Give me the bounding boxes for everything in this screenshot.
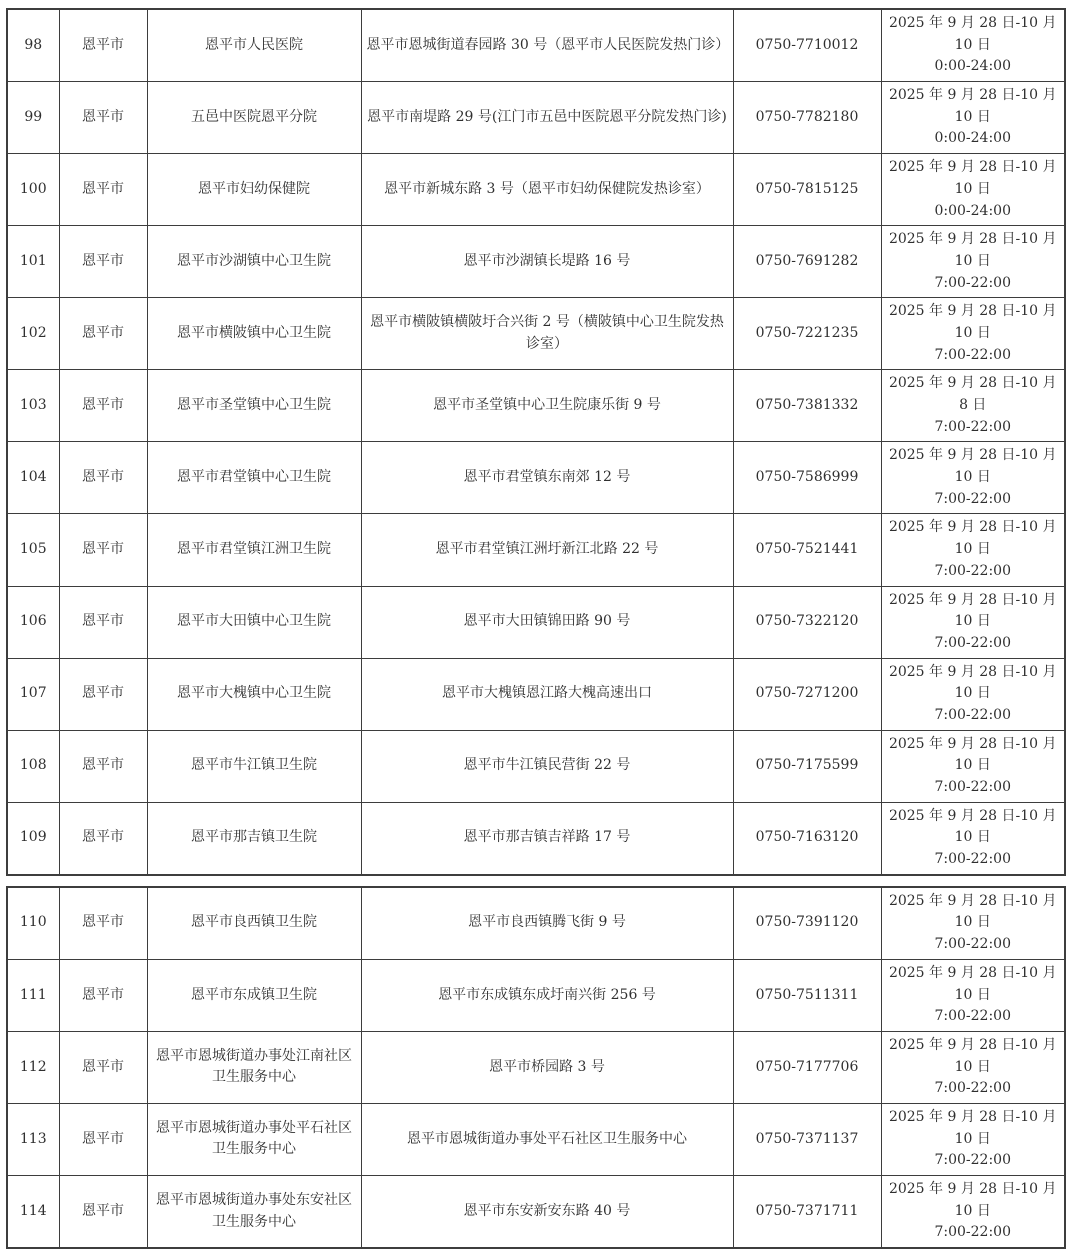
schedule-cell [881, 658, 1065, 730]
row-index-cell: 105 [7, 514, 59, 586]
table-row [7, 802, 1065, 875]
date-range: 2025 年 9 月 28 日-10 月 10 日 [888, 1036, 1057, 1075]
facility-name-cell: 恩平市恩城街道办事处平石社区卫生服务中心 [147, 1103, 361, 1175]
phone-cell: 0750-7691282 [733, 226, 881, 298]
facility-name-cell: 恩平市牛江镇卫生院 [147, 730, 361, 802]
service-hours: 7:00-22:00 [934, 274, 1011, 291]
city-cell: 恩平市 [59, 1031, 147, 1103]
city-cell: 恩平市 [59, 887, 147, 960]
date-range: 2025 年 9 月 28 日-10 月 10 日 [888, 1108, 1057, 1147]
row-index-cell: 111 [7, 959, 59, 1031]
address-cell: 恩平市君堂镇江洲圩新江北路 22 号 [361, 514, 733, 586]
table-row [7, 959, 1065, 1031]
city-cell: 恩平市 [59, 154, 147, 226]
address-cell: 恩平市南堤路 29 号(江门市五邑中医院恩平分院发热门诊) [361, 82, 733, 154]
city-cell: 恩平市 [59, 586, 147, 658]
table-row [7, 154, 1065, 226]
city-cell: 恩平市 [59, 730, 147, 802]
date-range: 2025 年 9 月 28 日-10 月 10 日 [888, 87, 1057, 125]
date-range: 2025 年 9 月 28 日-10 月 10 日 [888, 892, 1057, 931]
date-range: 2025 年 9 月 28 日-10 月 10 日 [888, 964, 1057, 1003]
city-cell: 恩平市 [59, 298, 147, 370]
address-cell: 恩平市圣堂镇中心卫生院康乐街 9 号 [361, 370, 733, 442]
facility-name-cell: 恩平市良西镇卫生院 [147, 887, 361, 960]
service-hours: 7:00-22:00 [934, 1152, 1011, 1169]
row-index-cell: 112 [7, 1031, 59, 1103]
table-row [7, 442, 1065, 514]
facility-name-cell: 恩平市君堂镇中心卫生院 [147, 442, 361, 514]
row-index-cell: 98 [7, 9, 59, 82]
table-row [7, 226, 1065, 298]
schedule-cell [881, 154, 1065, 226]
service-hours: 7:00-22:00 [934, 418, 1011, 435]
city-cell: 恩平市 [59, 442, 147, 514]
fever-clinic-table-section-1 [6, 8, 1066, 876]
schedule-cell [881, 82, 1065, 154]
city-cell: 恩平市 [59, 514, 147, 586]
table-row [7, 9, 1065, 82]
city-cell: 恩平市 [59, 959, 147, 1031]
service-hours: 0:00-24:00 [934, 130, 1011, 147]
phone-cell: 0750-7322120 [733, 586, 881, 658]
row-index-cell: 107 [7, 658, 59, 730]
table-row [7, 82, 1065, 154]
address-cell: 恩平市良西镇腾飞街 9 号 [361, 887, 733, 960]
facility-name-cell: 五邑中医院恩平分院 [147, 82, 361, 154]
facility-name-cell: 恩平市横陂镇中心卫生院 [147, 298, 361, 370]
facility-name-cell: 恩平市那吉镇卫生院 [147, 802, 361, 875]
phone-cell: 0750-7586999 [733, 442, 881, 514]
schedule-cell [881, 802, 1065, 875]
address-cell: 恩平市大田镇锦田路 90 号 [361, 586, 733, 658]
row-index-cell: 104 [7, 442, 59, 514]
table-row [7, 1176, 1065, 1249]
row-index-cell: 109 [7, 802, 59, 875]
service-hours: 7:00-22:00 [934, 1080, 1011, 1097]
facility-name-cell: 恩平市人民医院 [147, 9, 361, 82]
date-range: 2025 年 9 月 28 日-10 月 10 日 [888, 807, 1057, 846]
table-row [7, 730, 1065, 802]
schedule-cell [881, 1103, 1065, 1175]
facility-name-cell: 恩平市圣堂镇中心卫生院 [147, 370, 361, 442]
date-range: 2025 年 9 月 28 日-10 月 10 日 [888, 15, 1057, 53]
phone-cell: 0750-7271200 [733, 658, 881, 730]
service-hours: 0:00-24:00 [934, 58, 1011, 75]
date-range: 2025 年 9 月 28 日-10 月 10 日 [888, 591, 1057, 630]
fever-clinic-table-section-2 [6, 886, 1066, 1249]
facility-name-cell: 恩平市恩城街道办事处江南社区卫生服务中心 [147, 1031, 361, 1103]
row-index-cell: 108 [7, 730, 59, 802]
phone-cell: 0750-7782180 [733, 82, 881, 154]
address-cell: 恩平市恩城街道办事处平石社区卫生服务中心 [361, 1103, 733, 1175]
service-hours: 7:00-22:00 [934, 346, 1011, 363]
address-cell: 恩平市东成镇东成圩南兴街 256 号 [361, 959, 733, 1031]
schedule-cell [881, 586, 1065, 658]
phone-cell: 0750-7381332 [733, 370, 881, 442]
row-index-cell: 110 [7, 887, 59, 960]
address-cell: 恩平市沙湖镇长堤路 16 号 [361, 226, 733, 298]
city-cell: 恩平市 [59, 9, 147, 82]
schedule-cell [881, 9, 1065, 82]
row-index-cell: 113 [7, 1103, 59, 1175]
address-cell: 恩平市横陂镇横陂圩合兴街 2 号（横陂镇中心卫生院发热诊室） [361, 298, 733, 370]
service-hours: 7:00-22:00 [934, 936, 1011, 953]
table-row [7, 370, 1065, 442]
row-index-cell: 103 [7, 370, 59, 442]
phone-cell: 0750-7371711 [733, 1176, 881, 1249]
phone-cell: 0750-7221235 [733, 298, 881, 370]
schedule-cell [881, 730, 1065, 802]
service-hours: 0:00-24:00 [934, 202, 1011, 219]
row-index-cell: 106 [7, 586, 59, 658]
phone-cell: 0750-7177706 [733, 1031, 881, 1103]
table-body-section-2 [7, 887, 1065, 1248]
schedule-cell [881, 1176, 1065, 1249]
address-cell: 恩平市桥园路 3 号 [361, 1031, 733, 1103]
address-cell: 恩平市恩城街道春园路 30 号（恩平市人民医院发热门诊） [361, 9, 733, 82]
phone-cell: 0750-7175599 [733, 730, 881, 802]
schedule-cell [881, 370, 1065, 442]
table-row [7, 1031, 1065, 1103]
facility-name-cell: 恩平市君堂镇江洲卫生院 [147, 514, 361, 586]
city-cell: 恩平市 [59, 1103, 147, 1175]
date-range: 2025 年 9 月 28 日-10 月 10 日 [888, 303, 1057, 341]
phone-cell: 0750-7511311 [733, 959, 881, 1031]
city-cell: 恩平市 [59, 226, 147, 298]
phone-cell: 0750-7521441 [733, 514, 881, 586]
date-range: 2025 年 9 月 28 日-10 月 10 日 [888, 447, 1057, 486]
schedule-cell [881, 226, 1065, 298]
facility-name-cell: 恩平市沙湖镇中心卫生院 [147, 226, 361, 298]
facility-name-cell: 恩平市大槐镇中心卫生院 [147, 658, 361, 730]
date-range: 2025 年 9 月 28 日-10 月 10 日 [888, 231, 1057, 269]
address-cell: 恩平市那吉镇吉祥路 17 号 [361, 802, 733, 875]
table-row [7, 1103, 1065, 1175]
service-hours: 7:00-22:00 [934, 490, 1011, 507]
facility-name-cell: 恩平市东成镇卫生院 [147, 959, 361, 1031]
table-row [7, 514, 1065, 586]
table-row [7, 887, 1065, 960]
date-range: 2025 年 9 月 28 日-10 月 10 日 [888, 159, 1057, 197]
city-cell: 恩平市 [59, 370, 147, 442]
date-range: 2025 年 9 月 28 日-10 月 10 日 [888, 663, 1057, 702]
table-row [7, 586, 1065, 658]
date-range: 2025 年 9 月 28 日-10 月 10 日 [888, 1181, 1057, 1219]
row-index-cell: 100 [7, 154, 59, 226]
address-cell: 恩平市牛江镇民营街 22 号 [361, 730, 733, 802]
row-index-cell: 99 [7, 82, 59, 154]
city-cell: 恩平市 [59, 82, 147, 154]
city-cell: 恩平市 [59, 802, 147, 875]
table-row [7, 298, 1065, 370]
date-range: 2025 年 9 月 28 日-10 月 8 日 [888, 375, 1057, 413]
schedule-cell [881, 959, 1065, 1031]
address-cell: 恩平市大槐镇恩江路大槐高速出口 [361, 658, 733, 730]
address-cell: 恩平市新城东路 3 号（恩平市妇幼保健院发热诊室） [361, 154, 733, 226]
service-hours: 7:00-22:00 [934, 1008, 1011, 1025]
service-hours: 7:00-22:00 [934, 634, 1011, 651]
schedule-cell [881, 887, 1065, 960]
phone-cell: 0750-7710012 [733, 9, 881, 82]
phone-cell: 0750-7391120 [733, 887, 881, 960]
service-hours: 7:00-22:00 [934, 562, 1011, 579]
facility-name-cell: 恩平市妇幼保健院 [147, 154, 361, 226]
phone-cell: 0750-7163120 [733, 802, 881, 875]
phone-cell: 0750-7815125 [733, 154, 881, 226]
facility-name-cell: 恩平市大田镇中心卫生院 [147, 586, 361, 658]
row-index-cell: 101 [7, 226, 59, 298]
row-index-cell: 102 [7, 298, 59, 370]
phone-cell: 0750-7371137 [733, 1103, 881, 1175]
table-row [7, 658, 1065, 730]
schedule-cell [881, 298, 1065, 370]
schedule-cell [881, 442, 1065, 514]
service-hours: 7:00-22:00 [934, 851, 1011, 868]
address-cell: 恩平市君堂镇东南郊 12 号 [361, 442, 733, 514]
service-hours: 7:00-22:00 [934, 779, 1011, 795]
row-index-cell: 114 [7, 1176, 59, 1249]
table-body-section-1 [7, 9, 1065, 875]
city-cell: 恩平市 [59, 658, 147, 730]
schedule-cell [881, 1031, 1065, 1103]
schedule-cell [881, 514, 1065, 586]
city-cell: 恩平市 [59, 1176, 147, 1249]
date-range: 2025 年 9 月 28 日-10 月 10 日 [888, 519, 1057, 558]
facility-name-cell: 恩平市恩城街道办事处东安社区卫生服务中心 [147, 1176, 361, 1249]
service-hours: 7:00-22:00 [934, 706, 1011, 723]
date-range: 2025 年 9 月 28 日-10 月 10 日 [888, 735, 1057, 774]
service-hours: 7:00-22:00 [934, 1224, 1011, 1241]
address-cell: 恩平市东安新安东路 40 号 [361, 1176, 733, 1249]
